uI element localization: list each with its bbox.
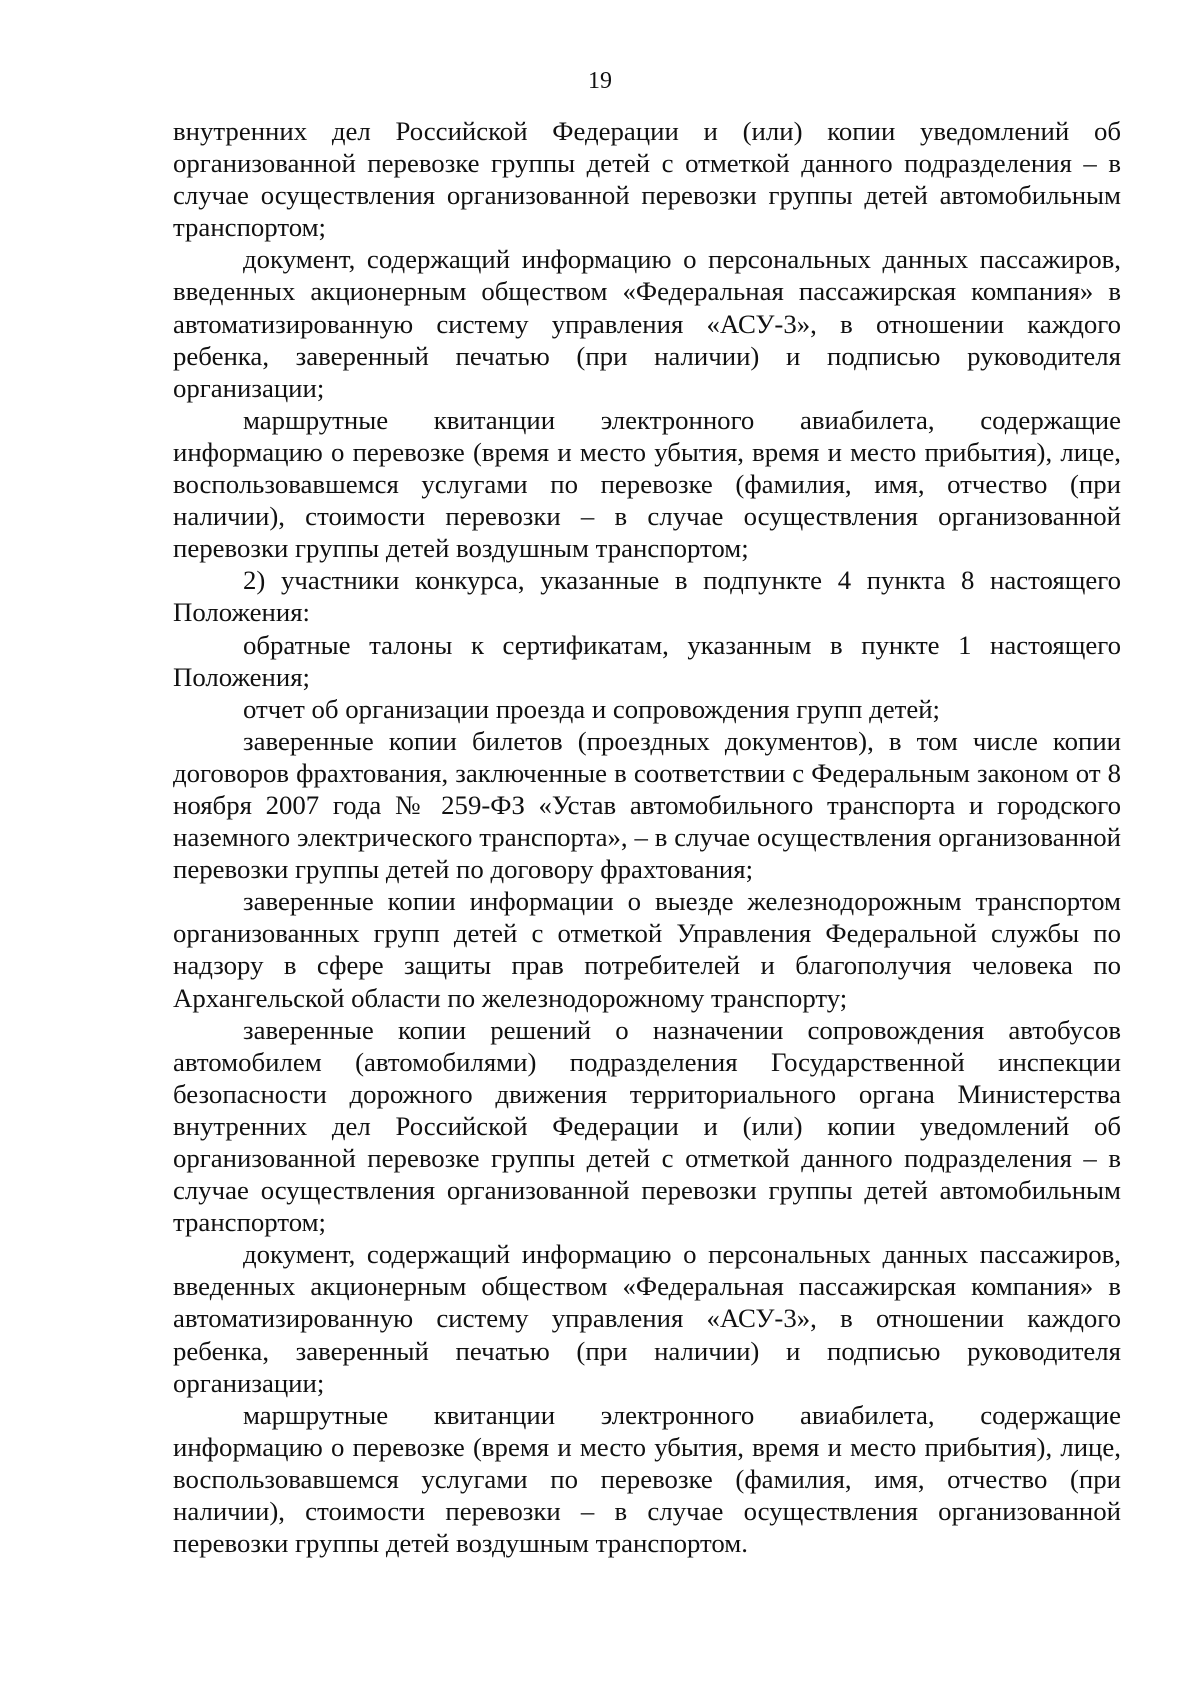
paragraph-travel-report: отчет об организации проезда и сопровождения групп детей; <box>243 693 940 724</box>
paragraph-passenger-data-document-2: документ, содержащий информацию о персональных данных пассажиров, введенных акционерным обществом «Федеральная пассажирская компания» в автоматизированную систему управления «АСУ-3», в отношении каждого ребенка, заверенный печатью (при наличии) и подписью руководителя организации; <box>173 1239 1121 1398</box>
paragraph-e-ticket-receipts: маршрутные квитанции электронного авиабилета, содержащие информацию о перевозке (время и место убытия, время и место прибытия), лице, воспользовавшемся услугами по перевозке (фамилия, имя, отчество (при наличии), стоимости перевозки – в случае осуществления организованной перевозки группы детей воздушным транспортом; <box>173 404 1121 564</box>
paragraph-bus-escort-decisions: заверенные копии решений о назначении сопровождения автобусов автомобилем (автомобилями) подразделения Государственной инспекции безопасности дорожного движения территориального органа Министерства внутренних дел Российской Федерации и (или) копии уведомлений об организованной перевозке группы детей с отметкой данного подразделения – в случае осуществления организованной перевозки группы детей автомобильным транспортом; <box>173 1014 1121 1238</box>
paragraph-passenger-data-document: документ, содержащий информацию о персональных данных пассажиров, введенных акционерным обществом «Федеральная пассажирская компания» в автоматизированную систему управления «АСУ-3», в отношении каждого ребенка, заверенный печатью (при наличии) и подписью руководителя организации; <box>173 244 1121 403</box>
paragraph-item-2-participants: 2) участники конкурса, указанные в подпункте 4 пункта 8 настоящего Положения: <box>173 565 1121 628</box>
paragraph-ticket-copies: заверенные копии билетов (проездных документов), в том числе копии договоров фрахтования, заключенные в соответствии с Федеральным законом от 8 ноября 2007 года № 259-ФЗ «Устав автомобильного транспорта и городского наземного электрического транспорта», – в случае осуществления организованной перевозки группы детей по договору фрахтования; <box>173 725 1121 885</box>
document-body <box>173 115 1121 1559</box>
paragraph-return-coupons: обратные талоны к сертификатам, указанным в пункте 1 настоящего Положения; <box>173 629 1121 692</box>
page-number: 19 <box>588 68 612 94</box>
paragraph-e-ticket-receipts-2: маршрутные квитанции электронного авиабилета, содержащие информацию о перевозке (время и место убытия, время и место прибытия), лице, воспользовавшемся услугами по перевозке (фамилия, имя, отчество (при наличии), стоимости перевозки – в случае осуществления организованной перевозки группы детей воздушным транспортом. <box>173 1399 1121 1559</box>
paragraph-railway-departure-info: заверенные копии информации о выезде железнодорожным транспортом организованных групп детей с отметкой Управления Федеральной службы по надзору в сфере защиты прав потребителей и благополучия человека по Архангельской области по железнодорожному транспорту; <box>173 886 1121 1013</box>
paragraph-continuation: внутренних дел Российской Федерации и (или) копии уведомлений об организованной перевозке группы детей с отметкой данного подразделения – в случае осуществления организованной перевозки группы детей автомобильным транспортом; <box>173 116 1121 243</box>
